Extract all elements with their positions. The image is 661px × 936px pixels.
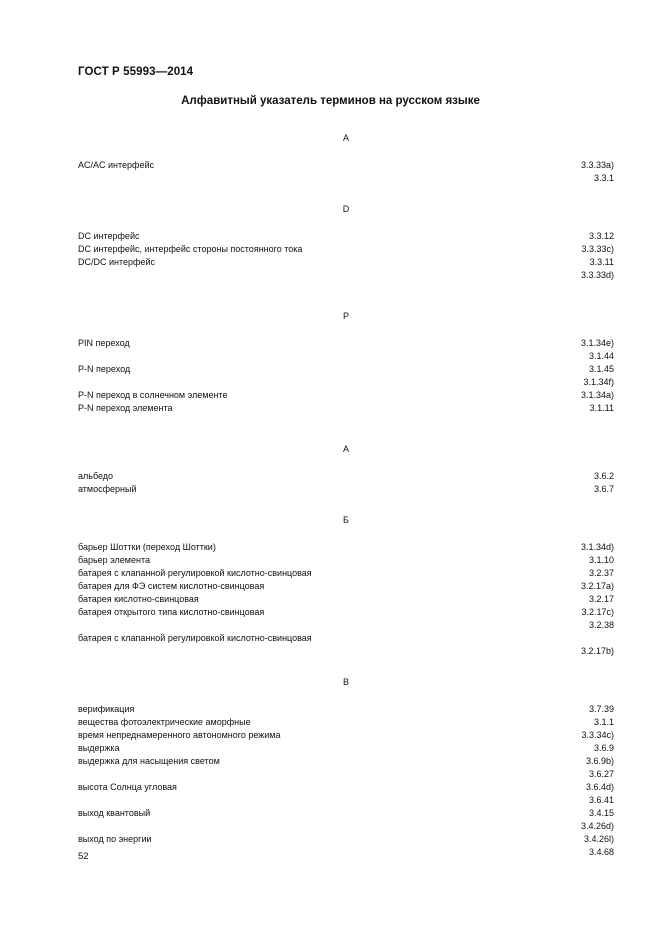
index-entry — [78, 742, 614, 755]
index-entry — [78, 833, 614, 859]
index-section — [78, 676, 614, 873]
term-index — [78, 128, 614, 873]
document-code: ГОСТ Р 55993—2014 — [78, 66, 194, 78]
entry-term: высота Солнца угловая — [78, 782, 177, 792]
entry-refs — [589, 230, 614, 243]
index-title: Алфавитный указатель терминов на русском языке — [181, 95, 480, 107]
entry-refs — [581, 243, 614, 256]
entry-term: батарея с клапанной регулировкой кислотно-свинцовая — [78, 633, 312, 643]
entry-term: время непреднамеренного автономного режима — [78, 730, 281, 740]
index-entry — [78, 541, 614, 554]
entry-ref: 3.2.17с) — [581, 607, 614, 617]
entry-ref: 3.1.34d) — [580, 542, 614, 552]
entry-ref: 3.3.12 — [588, 231, 614, 241]
entry-term: выдержка — [78, 743, 120, 753]
entry-ref: 3.6.2 — [593, 471, 614, 481]
entry-term: батарея открытого типа кислотно-свинцовая — [78, 607, 265, 617]
section-letter: А — [342, 444, 349, 454]
entry-ref: 3.4.26d) — [580, 821, 614, 831]
entry-term: DC интерфейс — [78, 231, 140, 241]
entry-refs — [589, 567, 614, 580]
entry-refs — [584, 833, 614, 859]
entry-refs — [586, 755, 614, 781]
entry-term: PIN переход — [78, 338, 130, 348]
entry-refs — [581, 606, 614, 632]
index-entry — [78, 389, 614, 402]
index-entry — [78, 567, 614, 580]
entry-ref: 3.3.33с) — [581, 244, 614, 254]
entry-ref: 3.2.37 — [588, 568, 614, 578]
entry-refs — [581, 256, 614, 282]
entry-ref: 3.1.1 — [593, 717, 614, 727]
section-letter: Б — [343, 515, 349, 525]
entry-term: верификация — [78, 704, 135, 714]
entry-refs — [594, 470, 614, 483]
index-section — [78, 310, 614, 439]
entry-term: батарея для ФЭ систем кислотно-свинцовая — [78, 581, 265, 591]
section-spacer — [78, 658, 614, 672]
entry-term: выдержка для насыщения светом — [78, 756, 220, 766]
index-section — [78, 132, 614, 199]
entry-refs — [581, 337, 614, 363]
entry-refs — [581, 541, 614, 554]
entry-term: барьер Шоттки (переход Шоттки) — [78, 542, 216, 552]
entry-ref: 3.2.17b) — [580, 646, 614, 656]
section-letter: A — [342, 133, 349, 143]
index-entry — [78, 483, 614, 496]
section-letter: D — [342, 204, 350, 214]
index-entry — [78, 554, 614, 567]
section-spacer — [78, 496, 614, 510]
index-section — [78, 203, 614, 306]
entry-ref: 3.1.34а) — [580, 390, 614, 400]
section-letter: P — [342, 311, 349, 321]
entry-refs — [586, 781, 614, 807]
entry-ref: 3.1.45 — [588, 364, 614, 374]
entry-ref: 3.1.11 — [589, 403, 614, 413]
entry-ref: 3.6.41 — [588, 795, 614, 805]
entry-term: выход квантовый — [78, 808, 151, 818]
entry-term: P-N переход в солнечном элементе — [78, 390, 228, 400]
entry-ref: 3.4.26l) — [583, 834, 614, 844]
entry-ref: 3.4.15 — [588, 808, 614, 818]
entry-refs — [581, 159, 614, 185]
entry-refs — [581, 389, 614, 402]
entry-term: P-N переход — [78, 364, 131, 374]
index-entry — [78, 606, 614, 632]
entry-ref: 3.6.9b) — [585, 756, 614, 766]
entry-ref: 3.3.33d) — [580, 270, 614, 280]
index-entry — [78, 402, 614, 415]
index-entry — [78, 729, 614, 742]
index-entry — [78, 470, 614, 483]
index-entry — [78, 755, 614, 781]
entry-ref: 3.6.4d) — [585, 782, 614, 792]
entry-ref: 3.7.39 — [588, 704, 614, 714]
entry-ref: 3.1.10 — [588, 555, 614, 565]
entry-term: вещества фотоэлектрические аморфные — [78, 717, 251, 727]
index-entry — [78, 243, 614, 256]
entry-ref: 3.3.11 — [589, 257, 614, 267]
entry-ref: 3.3.1 — [593, 173, 614, 183]
entry-term: AC/AC интерфейс — [78, 160, 154, 170]
index-entry — [78, 159, 614, 185]
entry-ref: 3.1.34f) — [583, 377, 614, 387]
entry-term: батарея кислотно-свинцовая — [78, 594, 199, 604]
section-letter: В — [342, 677, 349, 687]
entry-ref: 3.2.17а) — [580, 581, 614, 591]
entry-term: альбедо — [78, 471, 114, 481]
entry-refs — [594, 742, 614, 755]
entry-refs — [594, 716, 614, 729]
entry-refs — [589, 593, 614, 606]
index-entry — [78, 230, 614, 243]
entry-ref: 3.6.9 — [593, 743, 614, 753]
entry-term: батарея с клапанной регулировкой кислотно-свинцовая — [78, 568, 312, 578]
section-spacer — [78, 859, 614, 873]
entry-refs — [589, 554, 614, 567]
section-spacer — [78, 415, 614, 439]
index-entry — [78, 256, 614, 282]
index-entry — [78, 580, 614, 593]
index-section — [78, 514, 614, 672]
entry-refs — [589, 703, 614, 716]
entry-ref: 3.3.34с) — [581, 730, 614, 740]
index-entry — [78, 337, 614, 363]
entry-refs — [581, 580, 614, 593]
section-spacer — [78, 282, 614, 306]
entry-refs — [594, 483, 614, 496]
index-entry — [78, 363, 614, 389]
entry-ref — [581, 632, 614, 645]
entry-term: барьер элемента — [78, 555, 150, 565]
entry-term: P-N переход элемента — [78, 403, 173, 413]
index-entry — [78, 593, 614, 606]
entry-ref: 3.2.17 — [588, 594, 614, 604]
entry-term: выход по энергии — [78, 834, 152, 844]
entry-refs — [581, 632, 614, 658]
index-entry — [78, 807, 614, 833]
entry-ref: 3.3.33а) — [580, 160, 614, 170]
entry-term: DC интерфейс, интерфейс стороны постоянного тока — [78, 244, 303, 254]
entry-ref: 3.1.34е) — [580, 338, 614, 348]
entry-term: DC/DC интерфейс — [78, 257, 155, 267]
entry-refs — [581, 807, 614, 833]
entry-ref: 3.6.7 — [593, 484, 614, 494]
entry-ref: 3.6.27 — [588, 769, 614, 779]
entry-refs — [581, 729, 614, 742]
page-number: 52 — [78, 851, 89, 862]
entry-term: атмосферный — [78, 484, 137, 494]
entry-refs — [590, 402, 614, 415]
entry-ref: 3.4.68 — [588, 847, 614, 857]
index-section — [78, 443, 614, 510]
entry-ref: 3.1.44 — [588, 351, 614, 361]
index-entry — [78, 703, 614, 716]
section-spacer — [78, 185, 614, 199]
index-entry — [78, 781, 614, 807]
index-entry — [78, 632, 614, 658]
index-entry — [78, 716, 614, 729]
entry-ref: 3.2.38 — [588, 620, 614, 630]
entry-refs — [583, 363, 614, 389]
